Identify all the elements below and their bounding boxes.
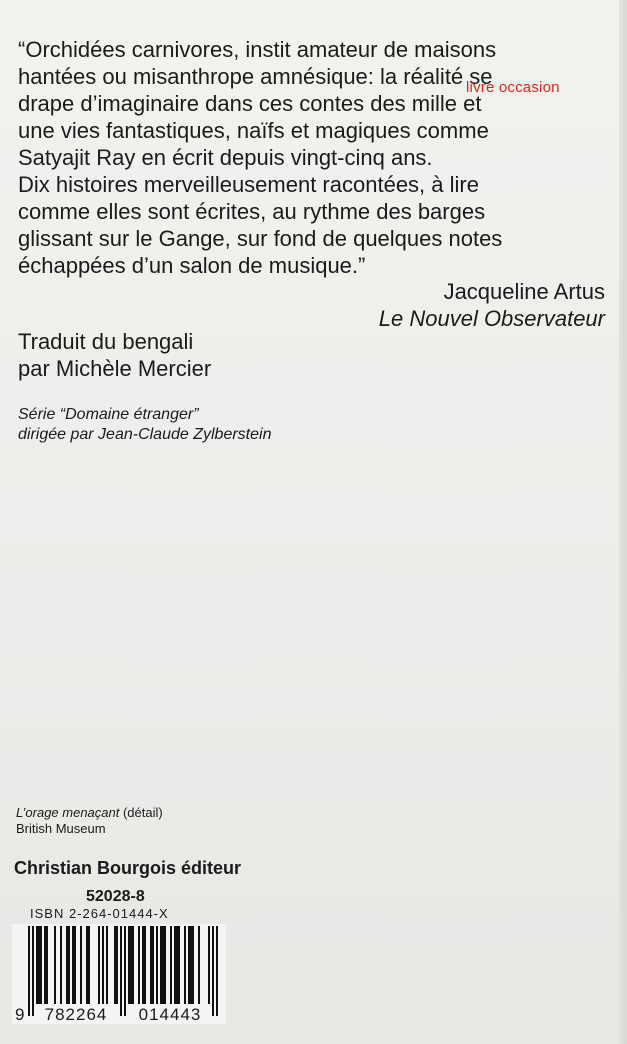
series-name: Série “Domaine étranger”	[18, 406, 199, 423]
barcode-bar	[188, 926, 190, 1004]
barcode-bar	[44, 926, 46, 1004]
barcode-bar	[176, 926, 178, 1004]
cover-art-credit	[16, 805, 163, 837]
barcode-bar	[192, 926, 194, 1004]
barcode-bar	[144, 926, 146, 1004]
quote-author: Jacqueline Artus	[443, 279, 605, 304]
barcode-bar	[80, 926, 82, 1004]
barcode-bar	[160, 926, 162, 1004]
isbn-number: ISBN 2-264-01444-X	[30, 906, 169, 921]
museum-name: British Museum	[16, 821, 106, 836]
barcode-bar	[46, 926, 48, 1004]
barcode-bar	[88, 926, 90, 1004]
quote-line: hantées ou misanthrope amnésique: la réalité se	[18, 64, 493, 89]
barcode-bar	[116, 926, 118, 1004]
barcode-bar	[74, 926, 76, 1004]
series-director: dirigée par Jean-Claude Zylberstein	[18, 426, 272, 443]
barcode-bar	[132, 926, 134, 1004]
barcode-bar	[198, 926, 200, 1004]
quote-line: drape d’imaginaire dans ces contes des mille et	[18, 91, 482, 116]
barcode-bar	[184, 926, 186, 1004]
barcode-bar	[120, 926, 122, 1016]
barcode-bar	[28, 926, 30, 1016]
ean-barcode	[12, 924, 226, 1024]
barcode-bar	[164, 926, 166, 1004]
review-quote	[18, 36, 618, 279]
barcode-bar	[208, 926, 210, 1004]
barcode-bar	[60, 926, 62, 1004]
barcode-bar	[38, 926, 40, 1004]
barcode-bar	[114, 926, 116, 1004]
quote-publication: Le Nouvel Observateur	[378, 306, 605, 331]
quote-attribution	[379, 278, 605, 332]
series-credit	[18, 405, 271, 445]
publisher-name: Christian Bourgois éditeur	[14, 858, 242, 878]
barcode-graphic	[12, 924, 226, 1024]
used-book-stamp: livre occasion	[466, 79, 560, 96]
barcode-bar	[162, 926, 164, 1004]
quote-line: “Orchidées carnivores, instit amateur de maisons	[18, 37, 497, 62]
barcode-first-digit: 9	[15, 1005, 25, 1024]
barcode-bar	[150, 926, 152, 1004]
barcode-bar	[174, 926, 176, 1004]
barcode-bar	[170, 926, 172, 1004]
barcode-bar	[128, 926, 130, 1004]
painting-title: L’orage menaçant	[16, 805, 120, 820]
publisher-code: 52028-8	[86, 888, 145, 905]
quote-line: glissant sur le Gange, sur fond de quelques notes	[18, 226, 503, 251]
barcode-bar	[72, 926, 74, 1004]
barcode-bar	[40, 926, 42, 1004]
barcode-bar	[86, 926, 88, 1004]
quote-line: Dix histoires merveilleusement racontées, à lire	[18, 172, 479, 197]
painting-detail-note: (détail)	[119, 805, 163, 820]
barcode-bar	[36, 926, 38, 1004]
barcode-bar	[142, 926, 144, 1004]
barcode-bar	[98, 926, 100, 1004]
barcode-bar	[212, 926, 214, 1016]
quote-line: Satyajit Ray en écrit depuis vingt-cinq ans.	[18, 145, 433, 170]
translation-credit	[18, 328, 211, 382]
barcode-bar	[124, 926, 126, 1016]
barcode-bar	[130, 926, 132, 1004]
barcode-bar	[178, 926, 180, 1004]
barcode-bar	[152, 926, 154, 1004]
barcode-right-digits: 014443	[138, 1005, 202, 1024]
quote-line: échappées d’un salon de musique.”	[18, 253, 366, 278]
barcode-bar	[32, 926, 34, 1016]
barcode-bar	[106, 926, 108, 1004]
translator-name: par Michèle Mercier	[18, 356, 212, 381]
barcode-bar	[54, 926, 56, 1004]
barcode-bar	[190, 926, 192, 1004]
translation-language: Traduit du bengali	[18, 329, 194, 354]
barcode-bar	[102, 926, 104, 1004]
quote-line: comme elles sont écrites, au rythme des barges	[18, 199, 486, 224]
barcode-bar	[66, 926, 68, 1004]
barcode-left-digits: 782264	[44, 1005, 108, 1024]
barcode-bar	[156, 926, 158, 1004]
barcode-bar	[216, 926, 218, 1016]
barcode-bar	[138, 926, 140, 1004]
quote-line: une vies fantastiques, naïfs et magiques comme	[18, 118, 489, 143]
barcode-bar	[68, 926, 70, 1004]
page-edge	[619, 0, 627, 1044]
